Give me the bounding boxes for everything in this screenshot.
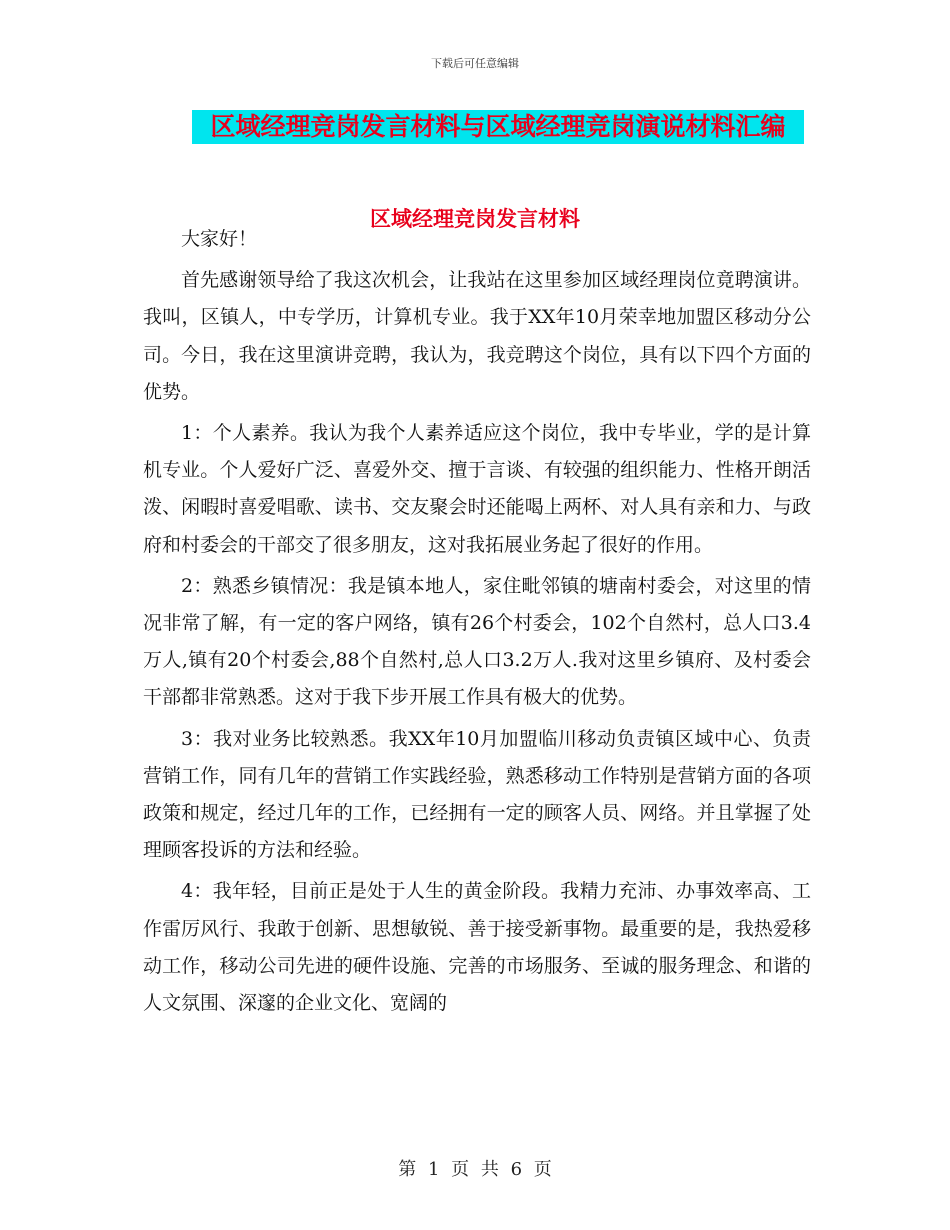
body-paragraph-1: 1：个人素养。我认为我个人素养适应这个岗位，我中专毕业，学的是计算机专业。个人爱好广泛、喜爱外交、擅于言谈、有较强的组织能力、性格开朗活泼、闲暇时喜爱唱歌、读书、交友聚会时还能喝上两杯、对人具有亲和力、与政府和村委会的干部交了很多朋友，这对我拓展业务起了很好的作用。 <box>143 422 811 556</box>
greeting-paragraph: 大家好！ <box>181 228 258 250</box>
body-paragraph-4: 4：我年轻，目前正是处于人生的黄金阶段。我精力充沛、办事效率高、工作雷厉风行、我敢于创新、思想敏锐、善于接受新事物。最重要的是，我热爱移动工作，移动公司先进的硬件设施、完善的市场服务、至诚的服务理念、和谐的人文氛围、深邃的企业文化、宽阔的 <box>143 880 811 1015</box>
body-paragraph-3: 3：我对业务比较熟悉。我XX年10月加盟临川移动负责镇区域中心、负责营销工作，同有几年的营销工作实践经验，熟悉移动工作特别是营销方面的各项政策和规定，经过几年的工作，已经拥有一定的顾客人员、网络。并且掌握了处理顾客投诉的方法和经验。 <box>143 727 811 862</box>
header-note: 下载后可任意编辑 <box>431 57 519 70</box>
document-title: 区域经理竞岗发言材料与区域经理竞岗演说材料汇编 <box>192 110 804 144</box>
document-body <box>143 220 811 1022</box>
body-paragraph-intro: 首先感谢领导给了我这次机会，让我站在这里参加区域经理岗位竟聘演讲。我叫，区镇人，中专学历，计算机专业。我于XX年10月荣幸地加盟区移动分公司。今日，我在这里演讲竞聘，我认为，我竞聘这个岗位，具有以下四个方面的优势。 <box>143 269 811 403</box>
section-title: 区域经理竞岗发言材料 <box>370 207 580 231</box>
body-paragraph-2: 2：熟悉乡镇情况：我是镇本地人，家住毗邻镇的塘南村委会，对这里的情况非常了解，有一定的客户网络，镇有26个村委会，102个自然村，总人口3.4万人,镇有20个村委会,88个自然村,总人口3.2万人.我对这里乡镇府、及村委会干部都非常熟悉。这对于我下步开展工作具有极大的优势。 <box>143 574 811 709</box>
page-number: 第 1 页 共 6 页 <box>398 1159 552 1180</box>
